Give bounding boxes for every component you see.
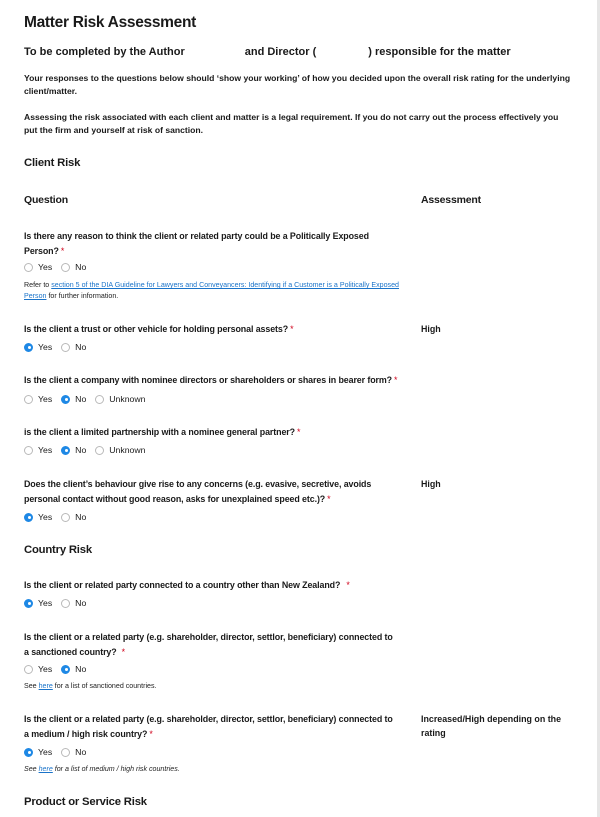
assessment-client-behaviour: High <box>421 479 441 489</box>
radio-button[interactable] <box>24 446 33 455</box>
question-text: Does the client’s behaviour give rise to any concerns (e.g. evasive, secretive, avoids personal contact without good reason, asks for unexplained speed etc.)? <box>24 479 372 504</box>
note-text: See <box>24 765 39 773</box>
radio-group-politically-exposed <box>24 261 95 273</box>
radio-option-unknown[interactable] <box>95 445 145 455</box>
question-medium-high-risk-country <box>24 712 396 742</box>
required-marker: * <box>121 647 125 657</box>
intro-paragraph-1: Your responses to the questions below should ‘show your working’ of how you decided upon the overall risk rating for the underlying client/matter. <box>24 73 571 96</box>
question-text: Is the client a company with nominee directors or shareholders or shares in bearer form? <box>24 375 393 385</box>
note-pep-guideline <box>24 280 404 302</box>
radio-label: Yes <box>38 664 53 674</box>
author-line <box>24 46 511 58</box>
assessment-trust-vehicle: High <box>421 324 441 334</box>
radio-button[interactable] <box>61 513 70 522</box>
radio-label: Yes <box>38 262 53 272</box>
radio-option-no[interactable] <box>61 262 86 272</box>
question-client-behaviour <box>24 477 396 507</box>
required-marker: * <box>60 246 65 256</box>
radio-label: No <box>75 262 87 272</box>
question-trust-vehicle <box>24 322 396 337</box>
radio-button[interactable] <box>95 446 104 455</box>
note-text: Refer to <box>24 281 52 289</box>
radio-group-other-country <box>24 597 95 609</box>
author-line-part3: ) responsible for the matter <box>368 46 511 58</box>
radio-label: No <box>75 342 87 352</box>
radio-option-unknown[interactable] <box>95 394 145 404</box>
note-text: for further information. <box>46 292 119 300</box>
question-text: Is the client or related party connected to a country other than New Zealand? <box>24 580 341 590</box>
medium-high-risk-countries-link[interactable]: here <box>38 765 53 773</box>
radio-option-yes[interactable] <box>24 342 52 352</box>
question-text: Is the client or a related party (e.g. shareholder, director, settlor, beneficiary) connected to a sanctioned country? <box>24 632 393 657</box>
radio-label: No <box>75 598 87 608</box>
required-marker: * <box>149 729 153 739</box>
radio-group-nominee-company <box>24 393 155 405</box>
radio-option-yes[interactable] <box>24 445 52 455</box>
radio-group-client-behaviour <box>24 511 95 523</box>
radio-button[interactable] <box>24 395 33 404</box>
radio-button[interactable] <box>24 665 33 674</box>
note-text: for a list of medium / high risk countries. <box>52 765 180 773</box>
question-nominee-company <box>24 373 414 388</box>
required-marker: * <box>327 494 331 504</box>
question-text: Is the client or a related party (e.g. shareholder, director, settlor, beneficiary) connected to a medium / high risk country? <box>24 714 393 739</box>
required-marker: * <box>296 427 301 437</box>
radio-button[interactable] <box>95 395 104 404</box>
country-risk-heading: Country Risk <box>24 544 92 556</box>
client-risk-heading: Client Risk <box>24 157 81 169</box>
radio-option-no[interactable] <box>61 394 86 404</box>
radio-option-yes[interactable] <box>24 512 52 522</box>
question-text: Is the client a trust or other vehicle for holding personal assets? <box>24 324 289 334</box>
radio-label: Yes <box>38 394 53 404</box>
required-marker: * <box>290 324 294 334</box>
question-text: Is there any reason to think the client or related party could be a Politically Exposed Person? <box>24 231 369 256</box>
radio-button[interactable] <box>61 599 70 608</box>
radio-option-no[interactable] <box>61 598 86 608</box>
required-marker: * <box>346 580 350 590</box>
radio-label: No <box>75 445 87 455</box>
radio-label: Yes <box>38 598 53 608</box>
question-text: is the client a limited partnership with a nominee general partner? <box>24 427 295 437</box>
radio-option-no[interactable] <box>61 747 86 757</box>
column-header-assessment: Assessment <box>421 194 481 206</box>
note-text: for a list of sanctioned countries. <box>52 682 157 690</box>
radio-group-sanctioned-country <box>24 663 95 675</box>
column-header-question: Question <box>24 194 68 206</box>
radio-button-selected[interactable] <box>24 343 33 352</box>
question-other-country <box>24 578 414 593</box>
radio-group-limited-partnership <box>24 444 155 456</box>
radio-option-no[interactable] <box>61 512 86 522</box>
question-sanctioned-country <box>24 630 396 660</box>
radio-label: Unknown <box>109 394 146 404</box>
question-politically-exposed <box>24 229 396 259</box>
radio-button-selected[interactable] <box>61 446 70 455</box>
radio-option-no[interactable] <box>61 342 86 352</box>
radio-label: Yes <box>38 445 53 455</box>
radio-option-yes[interactable] <box>24 394 52 404</box>
note-sanctioned-countries <box>24 681 414 692</box>
radio-button-selected[interactable] <box>61 665 70 674</box>
radio-label: Yes <box>38 342 53 352</box>
sanctioned-countries-link[interactable]: here <box>38 682 53 690</box>
radio-button-selected[interactable] <box>24 599 33 608</box>
question-limited-partnership <box>24 425 396 440</box>
intro-paragraph-2: Assessing the risk associated with each client and matter is a legal requirement. If you do not carry out the process effectively you put the firm and yourself at risk of sanction. <box>24 112 559 135</box>
radio-label: No <box>75 664 87 674</box>
radio-group-trust-vehicle <box>24 341 95 353</box>
radio-label: No <box>75 394 87 404</box>
radio-button[interactable] <box>24 263 33 272</box>
radio-group-medium-high-risk-country <box>24 746 95 758</box>
required-marker: * <box>394 375 398 385</box>
radio-button[interactable] <box>61 343 70 352</box>
radio-label: Unknown <box>109 445 146 455</box>
radio-option-yes[interactable] <box>24 664 52 674</box>
note-text: See <box>24 682 39 690</box>
pep-guideline-link[interactable]: section 5 of the DIA Guideline for Lawyers and Conveyancers: Identifying if a Customer is a Politically Exposed Person <box>24 281 399 300</box>
assessment-medium-high-risk-country: Increased/High depending on the rating <box>421 714 562 738</box>
radio-label: Yes <box>38 747 53 757</box>
author-line-part1: To be completed by the Author <box>24 46 185 58</box>
note-medium-high-risk-countries <box>24 764 414 775</box>
radio-label: Yes <box>38 512 53 522</box>
radio-option-yes[interactable] <box>24 262 52 272</box>
page-title: Matter Risk Assessment <box>24 14 197 31</box>
radio-button-selected[interactable] <box>24 748 33 757</box>
radio-option-yes[interactable] <box>24 598 52 608</box>
radio-option-no[interactable] <box>61 664 86 674</box>
radio-button[interactable] <box>61 748 70 757</box>
radio-label: No <box>75 747 87 757</box>
radio-label: No <box>75 512 87 522</box>
radio-option-yes[interactable] <box>24 747 52 757</box>
author-line-part2: and Director ( <box>244 46 317 58</box>
product-risk-heading: Product or Service Risk <box>24 796 147 808</box>
radio-button-selected[interactable] <box>24 513 33 522</box>
radio-option-no[interactable] <box>61 445 86 455</box>
radio-button[interactable] <box>61 263 70 272</box>
radio-button-selected[interactable] <box>61 395 70 404</box>
